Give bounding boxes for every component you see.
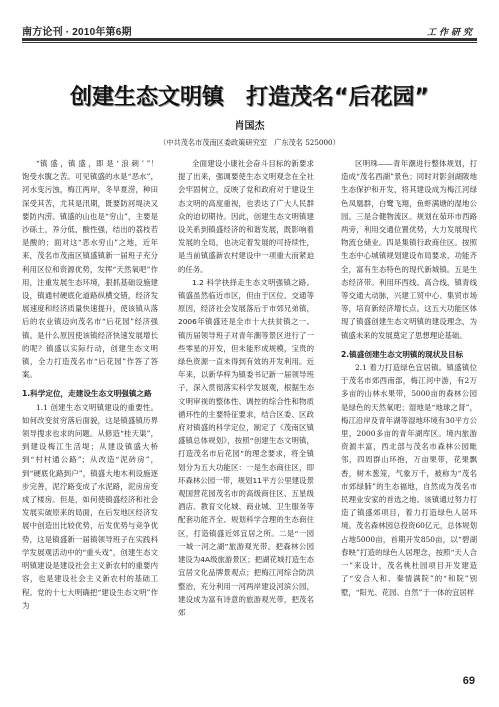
journal-name: 南方论刊 · 2010年第6期 (22, 27, 132, 38)
page-number: 69 (462, 675, 475, 687)
header-rule (22, 38, 477, 41)
paragraph: 区明珠——青年潮进行整体规划，打造成“茂名西湖”景色；同时对影剑湖陂地生态保护和开发，将其建设成为梅江河绿色凤凰群，白鹭飞翔，鱼虾满塘的湿地公园。三是合健物流区。规划在茹环市西路两旁，利用交通位置优势，大力发展现代物流仓储业。四是集镇行政商住区。按照生态中心城镇规划建设布局要求、功能齐全，富有生态特色的现代新城镇。五是生态经济带。利用环西线、高合线、镇青线等交通大动脉，兴建工贸中心、集贸市场等，培育新经济增长点。这五大功能区体现了镇盛创建生态文明镇的建设理念，为镇盛未来的发展奠定了思想理论基础。 (341, 159, 477, 340)
paragraph: 全面建设小康社会奋斗目标的新要求提了出来，强调要使生态文明观念在全社会牢固树立，反映了党和政府对于建设生态文明的高度重视，也表达了广大人民群众的迫切期待。因此，创建生态文明镇建设关系到镇盛经济的和谐发展，既影响着发展的全局，也决定着发展的可持续性，是当前镇盛新农村建设中一项重大而紧迫的任务。 (178, 159, 314, 274)
text-column-1 (22, 157, 158, 612)
paragraph: 1.1 创建生态文明镇建设的重要性。如何改变贫穷落后面貌，这是镇盛镇历界领导搜求也求的问题。从修造“桂天渠”，到建设梅江生活堤；从建设镇盛大桥到“村村通公路”；从改造“泥砖房”，到“硬底化路到户”，镇盛大地木利设施逐步完善，泥泞路变成了水泥路，泥房房变成了楼房。但是，如何使镇盛经济和社会发展实破原来的局面，在后发地区经济发展中创造出比较优势，后发优势与竞争优势，这是镇盛新一届镇领导班子在实践科学发展观活动中的“重头戏”，创建生态文明镇建设是建设社会主义新农村的重要内容，也是建设社会主义新农村的基础工程。党的十七大明确把“建设生态文明”作为 (22, 402, 158, 610)
text-column-2 (178, 157, 314, 619)
article-affiliation: （中共茂名市茂南区委政策研究室 广东茂名 525000） (159, 138, 340, 147)
section-heading: 2.镇盛创建生态文明镇的现状及目标 (341, 349, 464, 359)
paragraph: 1.2 科学抉择走生态文明强镇之路。镇盛虽然临近市区，但由于区位、交通等原因，经济社会发展落后于市郊兄弟镇，2006年镇盛还是全市十大扶贫镇之一。镇历届领导班子对青年潮等景区进行了一些零星的开发，但未能形成规模，宝贵的绿色资源一直未得到有效的开发利用。近年来，以新华梓为镇委书记新一届领导班子，深入贯彻落实科学发展观，根据生态文明审视的整体性、调控的综合性和物质循环性的主要特征要求，结合区委、区政府对镇盛的科学定位，制定了《茂南区镇盛镇总体规划》，按照“创建生态文明镇，打造茂名市后花园”的理念要求，将全镇划分为五大功能区：一是生态商住区，即环森林公园一带，规划11平方公里建设景观国营花园茂名市的高级商住区、五星级酒店、教育文化城、商业城、卫生服务等配套功能齐全、规划科学合理的生态商住区，打造镇盛近郊宜居之所。二是“一园一城一河之湖”旅游观光带。把森林公园建设为4A级旅游景区；把湖花城打造生态宜居文化品牌景观点；把梅江河综合防洪整治，充分利用一河两岸建设河滨公园，建设成为富有诗意的旅游观光带，把茂名郊 (178, 277, 314, 617)
paragraph: “镇 盛 ，镇 盛 ，即 是 ‘ 浪 刺 ’ ”！饱受水腹之苦。可见镇盛的水是“恶水”，河水变污浊，梅江两岸，冬旱夏涝，种田深受其苦，尤其是汛期，既要防河堤决又要防内涝。镇盛的山也是“穷山”，主要是沙砾土，养分低，酸性强，结出的荔枝若是酸的；面对这“恶水穷山”之地，近年来，茂名市茂南区镇盛镇新一届班子充分利用区位和资源优势，发挥“天然氧吧”作用，注重发展生态环境，狠抓基础设施建设，镇通村硬底化道路纵横交错，经济发展速度和经济质量快速提升，使该镇从落后的农业镇迈向茂名市“后花园”经济强镇。是什么原因使该镇经济快速发展增长的呢？镇盛以实际行动，创建生态文明镇，全力打造茂名市“后花园”作答了答案。 (22, 159, 158, 380)
text-column-3 (341, 157, 477, 599)
section-name: 工作研究 (426, 28, 475, 38)
page-header (0, 0, 499, 48)
article-title: 创建生态文明镇 打造茂名“后花园” (70, 85, 429, 110)
paragraph: 2.1 着力打造绿色宜居镇。镇盛镇位于茂名市郊西南部，梅江河中游，有2万多亩的山林水果带，5000亩的森林公园是绿色的天然氧吧；湿地是“地球之肾”，梅江沿岸及青年湖等湿地环境有30平方公里，2000多亩的青年湖库区。境内旅游资源丰富，西北部与茂名市森林公园毗邻，四周群山环抱，万亩果带，花果飘香，树木葱笼，气象万千，被称为“茂名市郊绿肺”的生态福地，自然成为茂名市民理业安家的首选之地。该镇通过努力打造了镇盛郊项目，着力打造绿色人居环境。茂名森林园总投资60亿元，总体规划占地5000亩，首期开发850亩，以“碧湖春映”打造的绿色人居理念，按照“天人合一”来设计，茂名桃杜园项目开发建造了“安合人和、秦情满院”的“和院”别墅，“阳光、花园、自然”于一体的宜居样 (341, 363, 477, 597)
header-rule-thin (22, 42, 477, 43)
article-author: 肖国杰 (234, 121, 265, 132)
section-heading: 1.科学定位，走建设生态文明强镇之路 (22, 389, 152, 399)
